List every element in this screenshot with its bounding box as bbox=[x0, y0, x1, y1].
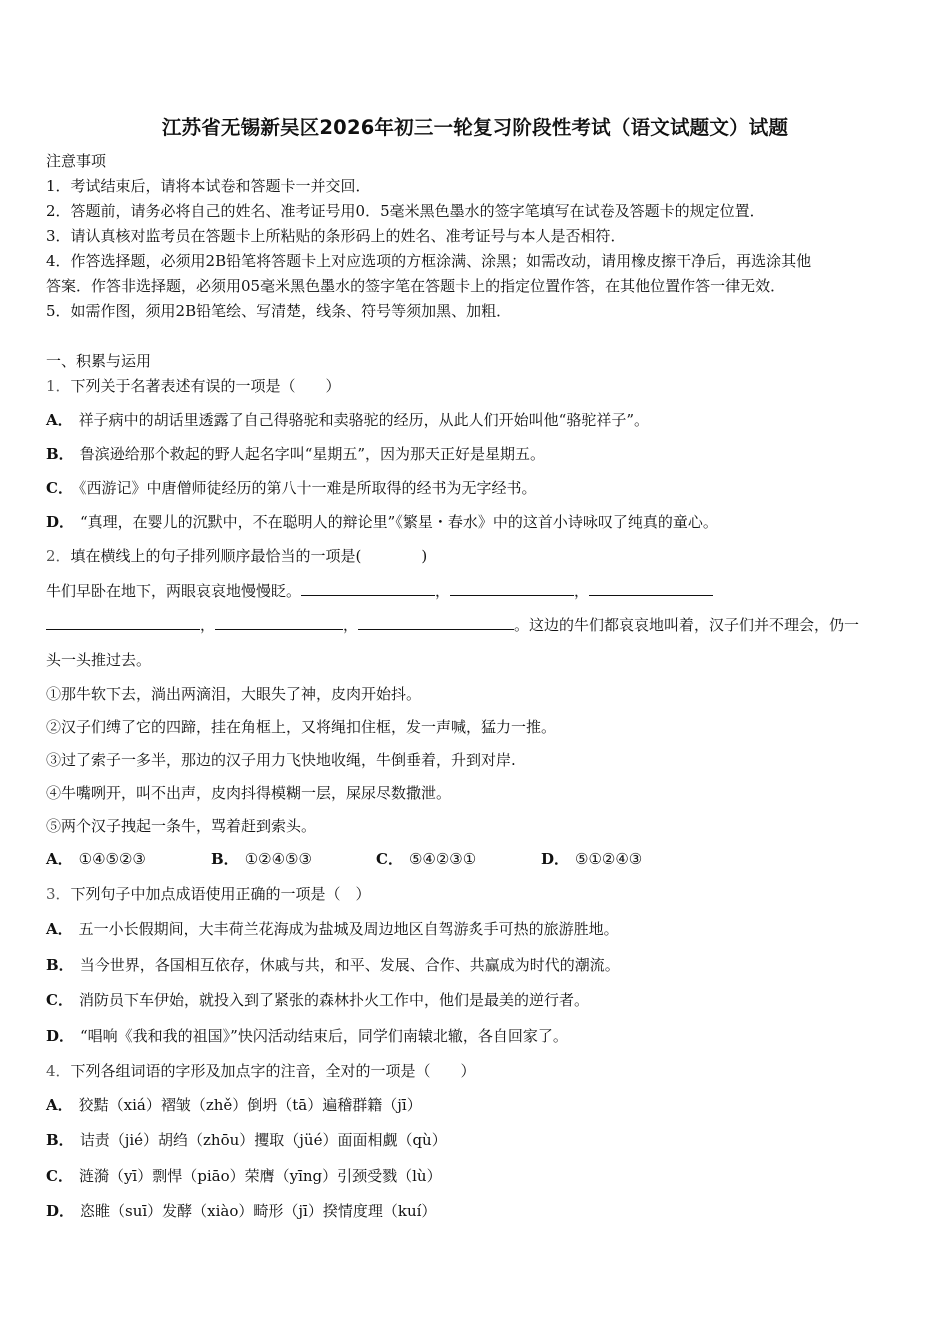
question-text: 下列句子中加点成语使用正确的一项是（ ） bbox=[70, 885, 371, 903]
option-label: A． bbox=[46, 1096, 73, 1114]
notice-heading: 注意事项 bbox=[46, 152, 107, 170]
q2-option-a[interactable] bbox=[46, 849, 211, 869]
option-label: B． bbox=[211, 850, 239, 868]
option-label: D． bbox=[46, 1027, 75, 1045]
fill-blank[interactable] bbox=[589, 580, 713, 596]
question-3-stem bbox=[46, 884, 371, 904]
option-text: 五一小长假期间，大丰荷兰花海成为盐城及周边地区自驾游炙手可热的旅游胜地。 bbox=[78, 920, 619, 938]
notice-item: 2．答题前，请务必将自己的姓名、准考证号用0．5毫米黑色墨水的签字笔填写在试卷及答题卡的规定位置． bbox=[46, 202, 765, 220]
option-label: C． bbox=[376, 850, 403, 868]
fill-blank[interactable] bbox=[301, 580, 435, 596]
option-text: ①②④⑤③ bbox=[244, 850, 312, 868]
q2-options bbox=[46, 849, 642, 869]
q2-option-c[interactable] bbox=[376, 849, 541, 869]
option-label: D． bbox=[46, 1202, 75, 1220]
option-text: 诘责（jié）胡绉（zhōu）攫取（jüé）面面相觑（qù） bbox=[79, 1131, 447, 1149]
q4-option-c[interactable] bbox=[46, 1166, 442, 1186]
q2-sentence: ②汉子们缚了它的四蹄，挂在角框上，又将绳扣住框，发一声喊，猛力一推。 bbox=[46, 718, 557, 736]
comma: ， bbox=[200, 616, 216, 634]
option-text: “唱响《我和我的祖国》”快闪活动结束后，同学们南辕北辙，各自回家了。 bbox=[80, 1027, 568, 1045]
q2-sentence: ⑤两个汉子拽起一条牛，骂着赶到索头。 bbox=[46, 817, 317, 835]
q2-option-b[interactable] bbox=[211, 849, 376, 869]
passage-text: 牛们早卧在地下，两眼哀哀地慢慢眨。 bbox=[46, 582, 302, 600]
option-label: B． bbox=[46, 445, 74, 463]
passage-text: 。这边的牛们都哀哀地叫着，汉子们并不理会，仍一 bbox=[514, 616, 860, 634]
option-label: A． bbox=[46, 850, 73, 868]
option-text: 祥子病中的胡话里透露了自己得骆驼和卖骆驼的经历，从此人们开始叫他“骆驼祥子”。 bbox=[78, 411, 649, 429]
option-text: 狡黠（xiá）褶皱（zhě）倒坍（tā）遍稽群籍（jī） bbox=[78, 1096, 422, 1114]
notice-item: 1．考试结束后，请将本试卷和答题卡一并交回． bbox=[46, 177, 371, 195]
option-text: ①④⑤②③ bbox=[78, 850, 146, 868]
option-text: 当今世界，各国相互依存，休戚与共，和平、发展、合作、共赢成为时代的潮流。 bbox=[79, 956, 620, 974]
option-text: 涟漪（yī）剽悍（piāo）荣膺（yīng）引颈受戮（lù） bbox=[78, 1167, 442, 1185]
q1-option-d[interactable] bbox=[46, 512, 718, 532]
q2-sentence: ①那牛软下去，淌出两滴泪，大眼失了神，皮肉开始抖。 bbox=[46, 685, 422, 703]
fill-blank[interactable] bbox=[358, 614, 514, 630]
q4-option-b[interactable] bbox=[46, 1130, 447, 1150]
section-heading: 一、积累与运用 bbox=[46, 352, 152, 370]
q3-option-c[interactable] bbox=[46, 990, 589, 1010]
q2-passage-line-3: 头一头推过去。 bbox=[46, 651, 152, 669]
option-label: D． bbox=[46, 513, 75, 531]
option-label: C． bbox=[46, 1167, 73, 1185]
option-label: B． bbox=[46, 1131, 74, 1149]
q2-sentence: ④牛嘴咧开，叫不出声，皮肉抖得模糊一层，屎尿尽数撒泄。 bbox=[46, 784, 452, 802]
option-label: A． bbox=[46, 411, 73, 429]
option-label: A． bbox=[46, 920, 73, 938]
option-text: 恣睢（suī）发酵（xiào）畸形（jī）揆情度理（kuí） bbox=[80, 1202, 437, 1220]
option-text: 《西游记》中唐僧师徒经历的第八十一难是所取得的经书为无字经书。 bbox=[78, 479, 537, 497]
q3-option-a[interactable] bbox=[46, 919, 619, 939]
question-number: 3． bbox=[46, 885, 71, 903]
q2-passage-line-2 bbox=[46, 614, 859, 635]
comma: ， bbox=[343, 616, 359, 634]
q3-option-b[interactable] bbox=[46, 955, 620, 975]
option-label: B． bbox=[46, 956, 74, 974]
fill-blank[interactable] bbox=[450, 580, 574, 596]
question-number: 1． bbox=[46, 377, 71, 395]
notice-item: 3．请认真核对监考员在答题卡上所粘贴的条形码上的姓名、准考证号与本人是否相符． bbox=[46, 227, 626, 245]
page-title: 江苏省无锡新吴区2026年初三一轮复习阶段性考试（语文试题文）试题 bbox=[161, 116, 789, 139]
q4-option-a[interactable] bbox=[46, 1095, 422, 1115]
option-label: D． bbox=[541, 850, 570, 868]
q2-passage-line-1 bbox=[46, 580, 713, 601]
question-2-stem bbox=[46, 546, 427, 566]
notice-item: 5．如需作图，须用2B铅笔绘、写清楚，线条、符号等须加黑、加粗． bbox=[46, 302, 512, 320]
option-label: C． bbox=[46, 991, 73, 1009]
notice-item: 4．作答选择题，必须用2B铅笔将答题卡上对应选项的方框涂满、涂黑；如需改动，请用橡皮擦干净后，再选涂其他 bbox=[46, 252, 812, 270]
question-text: 下列关于名著表述有误的一项是（ ） bbox=[70, 377, 341, 395]
comma: ， bbox=[574, 582, 590, 600]
question-number: 4． bbox=[46, 1062, 71, 1080]
option-text: 鲁滨逊给那个救起的野人起名字叫“星期五”，因为那天正好是星期五。 bbox=[79, 445, 546, 463]
fill-blank[interactable] bbox=[215, 614, 343, 630]
q1-option-b[interactable] bbox=[46, 444, 545, 464]
q2-option-d[interactable] bbox=[541, 849, 642, 869]
q3-option-d[interactable] bbox=[46, 1026, 568, 1046]
q1-option-c[interactable] bbox=[46, 478, 536, 498]
question-4-stem bbox=[46, 1061, 476, 1081]
notice-item: 答案．作答非选择题，必须用05毫米黑色墨水的签字笔在答题卡上的指定位置作答，在其他位置作答一律无效． bbox=[46, 277, 786, 295]
question-number: 2． bbox=[46, 547, 71, 565]
comma: ， bbox=[435, 582, 451, 600]
option-text: “真理，在婴儿的沉默中，不在聪明人的辩论里”《繁星・春水》中的这首小诗咏叹了纯真的童心。 bbox=[80, 513, 718, 531]
question-1-stem bbox=[46, 376, 341, 396]
q4-option-d[interactable] bbox=[46, 1201, 436, 1221]
option-text: ⑤①②④③ bbox=[575, 850, 643, 868]
option-label: C． bbox=[46, 479, 73, 497]
option-text: 消防员下车伊始，就投入到了紧张的森林扑火工作中，他们是最美的逆行者。 bbox=[78, 991, 589, 1009]
question-text: 填在横线上的句子排列顺序最恰当的一项是( ) bbox=[70, 547, 428, 565]
option-text: ⑤④②③① bbox=[408, 850, 477, 868]
q2-sentence: ③过了索子一多半，那边的汉子用力飞快地收绳，牛倒垂着，升到对岸. bbox=[46, 751, 516, 769]
q1-option-a[interactable] bbox=[46, 410, 649, 430]
fill-blank[interactable] bbox=[46, 614, 200, 630]
question-text: 下列各组词语的字形及加点字的注音，全对的一项是（ ） bbox=[70, 1062, 476, 1080]
